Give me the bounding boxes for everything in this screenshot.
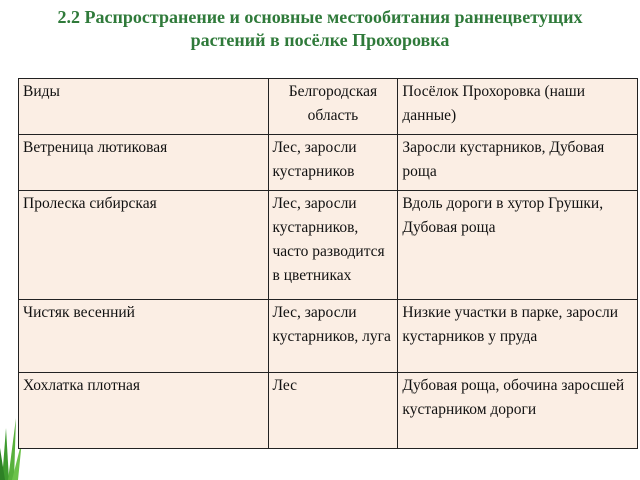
table-row bbox=[19, 191, 638, 300]
region-habitat-cell: Лес, заросли кустарников, луга bbox=[268, 300, 398, 373]
region-habitat-cell: Лес, заросли кустарников bbox=[268, 135, 398, 191]
species-cell: Хохлатка плотная bbox=[19, 373, 269, 449]
species-habitat-table bbox=[18, 78, 638, 449]
header-belgorod-region: Белгородская область bbox=[268, 79, 398, 135]
local-habitat-cell: Заросли кустарников, Дубовая роща bbox=[398, 135, 638, 191]
region-habitat-cell: Лес bbox=[268, 373, 398, 449]
table-header-row bbox=[19, 79, 638, 135]
species-cell: Пролеска сибирская bbox=[19, 191, 269, 300]
species-cell: Ветреница лютиковая bbox=[19, 135, 269, 191]
local-habitat-cell: Дубовая роща, обочина заросшей кустарником дороги bbox=[398, 373, 638, 449]
page-title bbox=[0, 6, 640, 52]
table-row bbox=[19, 135, 638, 191]
title-line-1: 2.2 Распространение и основные местообитания раннецветущих bbox=[57, 7, 583, 27]
title-line-2: растений в посёлке Прохоровка bbox=[190, 30, 450, 50]
header-species: Виды bbox=[19, 79, 269, 135]
local-habitat-cell: Низкие участки в парке, заросли кустарников у пруда bbox=[398, 300, 638, 373]
species-cell: Чистяк весенний bbox=[19, 300, 269, 373]
header-prokhorovka: Посёлок Прохоровка (наши данные) bbox=[398, 79, 638, 135]
local-habitat-cell: Вдоль дороги в хутор Грушки, Дубовая роща bbox=[398, 191, 638, 300]
table-row bbox=[19, 373, 638, 449]
table-row bbox=[19, 300, 638, 373]
region-habitat-cell: Лес, заросли кустарников, часто разводится в цветниках bbox=[268, 191, 398, 300]
